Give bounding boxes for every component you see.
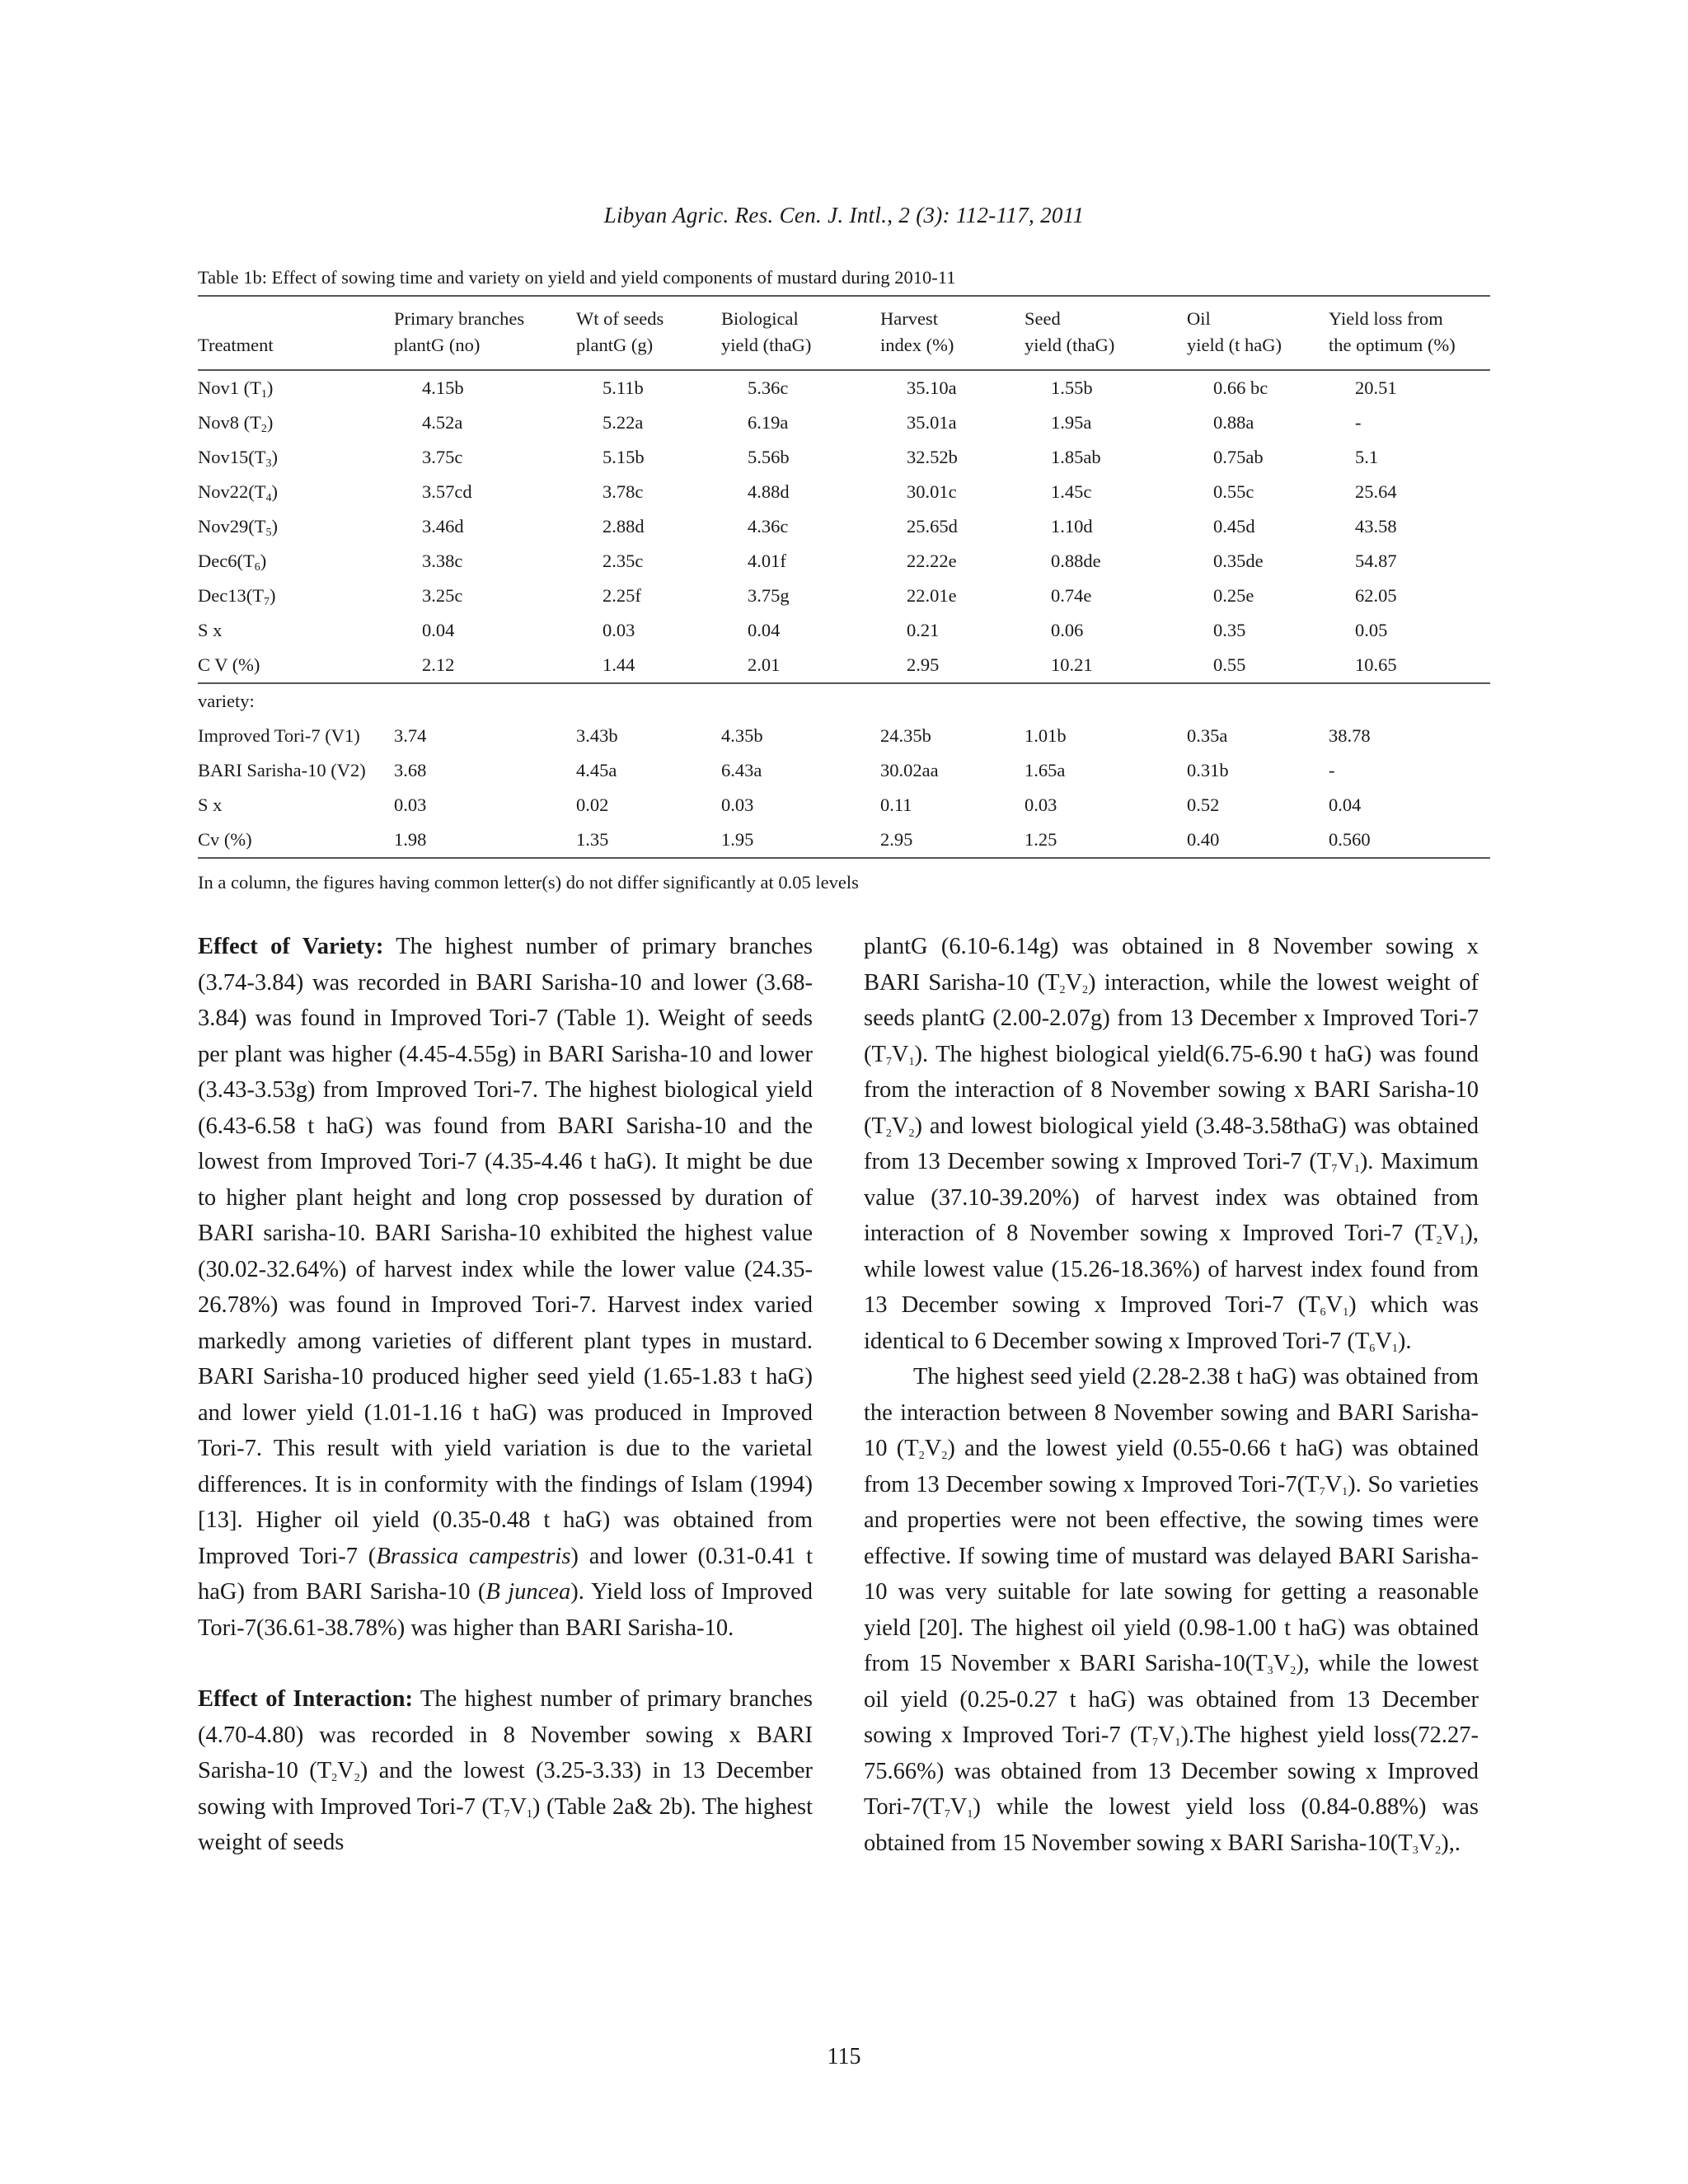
value-cell: 32.52b [907, 447, 958, 467]
subscript: 7 [504, 1807, 510, 1821]
variety-heading: Effect of Variety: [198, 934, 384, 959]
table-row [198, 613, 1490, 648]
table-row [198, 405, 1490, 440]
table-row [198, 475, 1490, 509]
value-cell: 25.65d [907, 516, 958, 537]
table-header-row-2 [198, 331, 1490, 370]
header-cell: index (%) [880, 331, 1025, 370]
value-cell: - [1329, 760, 1335, 780]
treatment-cell: Nov1 $(T_1)$ [198, 377, 274, 401]
value-cell: 0.88a [1213, 412, 1254, 433]
subscript: 2 [331, 1772, 338, 1784]
variety-group-row [198, 683, 1490, 719]
left-text-column [198, 929, 813, 1861]
body-text: ). Yield loss of Improved Tori-7(36.61-38.78%) was higher than BARI Sarisha-10. [198, 1579, 813, 1641]
value-cell: 0.21 [907, 620, 940, 640]
value-cell: 20.51 [1355, 377, 1397, 398]
treatment-cell: BARI Sarisha-10 (V2) [198, 760, 366, 780]
treatment-cell: $Nov29(T_5)$ [198, 516, 278, 539]
value-cell: 1.95 [721, 823, 880, 858]
value-cell: 0.35 [1213, 620, 1246, 640]
value-cell: 0.11 [880, 794, 912, 815]
subscript: 2 [354, 1772, 360, 1784]
table-row [198, 753, 1490, 788]
table-row [198, 823, 1490, 858]
value-cell: 5.22a [603, 412, 644, 433]
value-cell: 0.03 [1025, 794, 1057, 815]
treatment-cell: S x [198, 620, 223, 640]
right-text-column [864, 929, 1479, 1861]
value-cell: 3.38c [422, 551, 463, 571]
header-cell: Treatment [198, 331, 394, 370]
header-cell: yield (thaG) [721, 331, 880, 370]
treatment-cell: Nov8 $(T_2)$ [198, 412, 274, 435]
table-row [198, 648, 1490, 683]
treatment-cell: Improved Tori-7 (V1) [198, 725, 360, 746]
body-text: ) (Table 2a& 2b). The highest weight of seeds [198, 1793, 813, 1855]
value-cell: 6.19a [748, 412, 789, 433]
value-cell: 0.31b [1187, 760, 1229, 780]
value-cell: 0.74e [1051, 585, 1092, 606]
value-cell: 3.43b [576, 725, 618, 746]
value-cell: 0.40 [1187, 823, 1329, 858]
header-cell: yield (t haG) [1187, 331, 1329, 370]
table-row [198, 788, 1490, 823]
value-cell: 25.64 [1355, 481, 1397, 502]
value-cell: 0.06 [1051, 620, 1084, 640]
value-cell: 4.15b [422, 377, 464, 398]
value-cell: 2.01 [721, 648, 880, 683]
value-cell: 4.36c [748, 516, 789, 537]
value-cell: 10.65 [1329, 648, 1490, 683]
value-cell: 1.44 [576, 648, 721, 683]
value-cell: 10.21 [1025, 648, 1187, 683]
value-cell: 4.52a [422, 412, 463, 433]
value-cell: 1.25 [1025, 823, 1187, 858]
body-text: ) interaction, while the lowest weight of seeds plantG (2.00-2.07g) from 13 December x Improved Tori-7 (T [864, 969, 1479, 1067]
value-cell: 1.85ab [1051, 447, 1101, 467]
value-cell: 62.05 [1355, 585, 1397, 606]
value-cell: 1.10d [1051, 516, 1093, 537]
value-cell: 3.74 [394, 725, 427, 746]
header-cell: Harvest [880, 296, 1025, 331]
value-cell: - [1355, 412, 1362, 433]
value-cell: 1.65a [1025, 760, 1066, 780]
value-cell: 38.78 [1329, 725, 1371, 746]
body-text: ) and the lowest (3.25-3.33) in 13 December sowing with Improved Tori-7 (T [198, 1758, 813, 1820]
value-cell: 0.45d [1213, 516, 1255, 537]
value-cell: 0.05 [1355, 620, 1388, 640]
body-text: ) while the lowest yield loss (0.84-0.88%) was obtained from 15 November sowing x BARI Sarisha-10(T [864, 1794, 1479, 1856]
treatment-cell: Cv (%) [198, 823, 394, 858]
value-cell: 0.03 [603, 620, 635, 640]
treatment-cell: C V (%) [198, 648, 394, 683]
value-cell: 3.46d [422, 516, 464, 537]
value-cell: 3.57cd [422, 481, 472, 502]
value-cell: 43.58 [1355, 516, 1397, 537]
value-cell: 3.75c [422, 447, 463, 467]
body-text: The highest number of primary branches (4.70-4.80) was recorded in 8 November sowing x BARI Sarisha-10 (T [198, 1686, 814, 1783]
results-table [198, 295, 1490, 859]
value-cell: 2.25f [603, 585, 641, 606]
value-cell: 22.22e [907, 551, 957, 571]
value-cell: 3.68 [394, 760, 427, 780]
body-text: ) and the lowest yield (0.55-0.66 t haG) was obtained from 13 December sowing x Improved Tori-7(T [864, 1436, 1479, 1497]
table-row [198, 370, 1490, 405]
value-cell: 0.03 [394, 794, 427, 815]
body-text: The highest number of primary branches (3.74-3.84) was recorded in BARI Sarisha-10 and lower (3.68-3.84) was found in Improved Tori-7 (Table 1). Weight of seeds per plant was higher (4.45-4.55g) in BARI Sarisha-10 and lower (3.43-3.53g) from Improved Tori-7. The highest biological yield (6.43-6.58 t haG) was found from BARI Sarisha-10 and the lowest from Improved Tori-7 (4.35-4.46 t haG). It might be due to higher plant height and long crop possessed by duration of BARI sarisha-10. BARI Sarisha-10 exhibited the highest value (30.02-32.64%) of harvest index while the lower value (24.35-26.78%) was found in Improved Tori-7. Harvest index varied markedly among varieties of different plant types in mustard. BARI Sarisha-10 produced higher seed yield (1.65-1.83 t haG) and lower yield (1.01-1.16 t haG) was produced in Improved Tori-7. This result with yield variation is due to the varietal differences. It is in conformity with the findings of Islam (1994) [13]. Higher oil yield (0.35-0.48 t haG) was obtained from Improved Tori-7 ( [198, 934, 814, 1569]
value-cell: 4.35b [721, 725, 763, 746]
value-cell: 1.45c [1051, 481, 1092, 502]
value-cell: 1.01b [1025, 725, 1067, 746]
treatment-cell: $Dec13(T_7)$ [198, 585, 276, 608]
value-cell: 54.87 [1355, 551, 1397, 571]
value-cell: 5.36c [748, 377, 789, 398]
value-cell: 0.560 [1329, 823, 1490, 858]
table-header-row-1 [198, 296, 1490, 331]
treatment-cell: S x [198, 794, 223, 815]
treatment-cell: $Dec6(T_6)$ [198, 551, 267, 574]
value-cell: 1.95a [1051, 412, 1092, 433]
table-row [198, 579, 1490, 613]
body-text: ) which was identical to 6 December sowing x Improved Tori-7 (T [864, 1292, 1479, 1354]
running-head: Libyan Agric. Res. Cen. J. Intl., 2 (3): 112-117, 2011 [603, 203, 1085, 227]
table-row [198, 719, 1490, 753]
treatment-cell: $Nov15(T_3)$ [198, 447, 278, 470]
page-number: 115 [827, 2044, 861, 2069]
value-cell: 2.88d [603, 516, 645, 537]
body-text: plantG (6.10-6.14g) was obtained in 8 November sowing x BARI Sarisha-10 (T [864, 934, 1479, 996]
value-cell: 0.35de [1213, 551, 1264, 571]
value-cell: 35.01a [907, 412, 957, 433]
body-text: ),. [1441, 1830, 1461, 1856]
value-cell: 0.66 bc [1213, 377, 1268, 398]
sowing-time-rows [198, 370, 1490, 683]
subscript: 1 [526, 1807, 532, 1821]
value-cell: 5.15b [603, 447, 645, 467]
value-cell: 5.56b [748, 447, 790, 467]
header-cell: Oil [1187, 296, 1329, 331]
table-caption: Table 1b: Effect of sowing time and variety on yield and yield components of mustard during 2010-11 [198, 267, 956, 288]
variety-group-label: variety: [198, 691, 255, 711]
value-cell: 0.04 [1329, 794, 1362, 815]
seed-oil-yield-paragraph: The highest seed yield (2.28-2.38 t haG) was obtained from the interaction between 8 November sowing and BARI Sarisha-10 $(T_2V_2)$ and the lowest yield (0.55-0.66 t haG) was obtained from 13 December sowing x Improved Tori-$7(T_7V_1)$. So varieties and properties were not been effective, the sowing times were effective. If sowing time of mustard was delayed BARI Sarisha-10 was very suitable for late sowing for getting a reasonable yield [20]. The highest oil yield (0.98-1.00 t haG) was obtained from 15 November x BARI Sarisha-$10(T_3V_2)$, while the lowest oil yield (0.25-0.27 t haG) was obtained from 13 December sowing x Improved Tori-7 $(T_7V_1).The$ highest yield loss(72.27-75.66%) was obtained from 13 December sowing x Improved Tori-$7(T_7V_1)$ while the lowest yield loss (0.84-0.88%) was obtained from 15 November sowing x BARI Sarisha-$10(T_3V_2)$,. [864, 1364, 1479, 1857]
header-cell: the optimum (%) [1329, 331, 1490, 370]
header-cell: Biological [721, 296, 880, 331]
body-text: ), while lowest value (15.26-18.36%) of harvest index found from 13 December sowing x Improved Tori-7 (T [864, 1221, 1479, 1318]
header-cell: Wt of seeds [576, 296, 721, 331]
value-cell: 0.35a [1187, 725, 1228, 746]
value-cell: 0.02 [576, 794, 609, 815]
value-cell: 35.10a [907, 377, 957, 398]
body-text: ) and lower (0.31-0.41 t haG) from BARI Sarisha-10 ( [198, 1543, 813, 1605]
value-cell: 0.04 [748, 620, 781, 640]
body-text: ). [1397, 1328, 1412, 1354]
value-cell: 6.43a [721, 760, 762, 780]
table-row [198, 544, 1490, 579]
italic-species: B juncea [485, 1579, 571, 1605]
body-text: ). The highest biological yield(6.75-6.90 t haG) was found from the interaction of 8 November sowing x BARI Sarisha-10 (T [864, 1041, 1479, 1139]
table-row [198, 509, 1490, 544]
table-row [198, 440, 1490, 475]
value-cell: 0.25e [1213, 585, 1254, 606]
header-cell [198, 296, 394, 331]
value-cell: 4.01f [748, 551, 786, 571]
body-text: ), while the lowest oil yield (0.25-0.27 t haG) was obtained from 13 December sowing x Improved Tori-7 (T [864, 1651, 1479, 1748]
body-text: ). Maximum value (37.10-39.20%) of harvest index was obtained from interaction of 8 November sowing x Improved Tori-7 (T [864, 1149, 1479, 1246]
value-cell: 1.98 [394, 823, 576, 858]
table-footnote: In a column, the figures having common letter(s) do not differ significantly at 0.05 levels [198, 872, 859, 893]
value-cell: 2.95 [880, 648, 1025, 683]
value-cell: 3.78c [603, 481, 644, 502]
value-cell: 2.35c [603, 551, 644, 571]
value-cell: 5.11b [603, 377, 644, 398]
header-cell: Yield loss from [1329, 296, 1490, 331]
value-cell: 0.03 [721, 794, 754, 815]
value-cell: 30.02aa [880, 760, 939, 780]
value-cell: 30.01c [907, 481, 957, 502]
value-cell: 22.01e [907, 585, 957, 606]
value-cell: 0.88de [1051, 551, 1101, 571]
value-cell: 0.55 [1187, 648, 1329, 683]
variety-rows [198, 719, 1490, 858]
italic-species: Brassica campestris [376, 1543, 571, 1569]
interaction-continued-paragraph: plantG (6.10-6.14g) was obtained in 8 November sowing x BARI Sarisha-10 $(T_2V_2)$ interaction, while the lowest weight of seeds plantG (2.00-2.07g) from 13 December x Improved Tori-7 $(T_7V_1)$. The highest biological yield(6.75-6.90 t haG) was found from the interaction of 8 November sowing x BARI Sarisha-10 $(T_2V_2)$ and lowest biological yield (3.48-3.58thaG) was obtained from 13 December sowing x Improved Tori-7 $(T_7V_1)$. Maximum value (37.10-39.20%) of harvest index was obtained from interaction of 8 November sowing x Improved Tori-7 $(T_2V_1)$, while lowest value (15.26-18.36%) of harvest index found from 13 December sowing x Improved Tori-7 $(T_6V_1)$ which was identical to 6 December sowing x Improved Tori-7 $(T_6V_1)$. [864, 934, 1479, 1355]
body-text: ). So varieties and properties were not been effective, the sowing times were effective. If sowing time of mustard was delayed BARI Sarisha-10 was very suitable for late sowing for getting a reasonable yield [20]. The highest oil yield (0.98-1.00 t haG) was obtained from 15 November x BARI Sarisha-10(T [864, 1471, 1479, 1676]
header-cell: yield (thaG) [1025, 331, 1187, 370]
interaction-heading: Effect of Interaction: [198, 1686, 414, 1712]
body-text: ) and lowest biological yield (3.48-3.58thaG) was obtained from 13 December sowing x Improved Tori-7 (T [864, 1113, 1479, 1174]
header-cell: plantG (g) [576, 331, 721, 370]
value-cell: 4.45a [576, 760, 617, 780]
value-cell: 0.55c [1213, 481, 1254, 502]
value-cell: 1.35 [576, 823, 721, 858]
header-cell: Seed [1025, 296, 1187, 331]
value-cell: 5.1 [1355, 447, 1379, 467]
value-cell: 0.04 [422, 620, 455, 640]
value-cell: 3.25c [422, 585, 463, 606]
header-cell: plantG (no) [394, 331, 576, 370]
value-cell: 3.75g [748, 585, 790, 606]
value-cell: 2.12 [394, 648, 576, 683]
value-cell: 24.35b [880, 725, 931, 746]
value-cell: 0.75ab [1213, 447, 1264, 467]
body-text: The highest seed yield (2.28-2.38 t haG) was obtained from the interaction between 8 November sowing and BARI Sarisha-10 (T [864, 1364, 1479, 1461]
header-cell: Primary branches [394, 296, 576, 331]
value-cell: 0.52 [1187, 794, 1220, 815]
variety-paragraph [198, 929, 813, 1646]
value-cell: 1.55b [1051, 377, 1093, 398]
value-cell: 2.95 [880, 823, 1025, 858]
treatment-cell: $Nov22(T_4)$ [198, 481, 278, 504]
interaction-paragraph: Effect of Interaction: The highest number of primary branches (4.70-4.80) was recorded in 8 November sowing x BARI Sarisha-10 $(T_2V_2)$ and the lowest (3.25-3.33) in 13 December sowing with Improved Tori-7 $(T_7V_1)$ (Table 2a& 2b). The highest weight of seeds [198, 1686, 814, 1855]
body-text: ).The highest yield loss(72.27-75.66%) was obtained from 13 December sowing x Improved Tori-7(T [864, 1722, 1479, 1820]
value-cell: 4.88d [748, 481, 790, 502]
